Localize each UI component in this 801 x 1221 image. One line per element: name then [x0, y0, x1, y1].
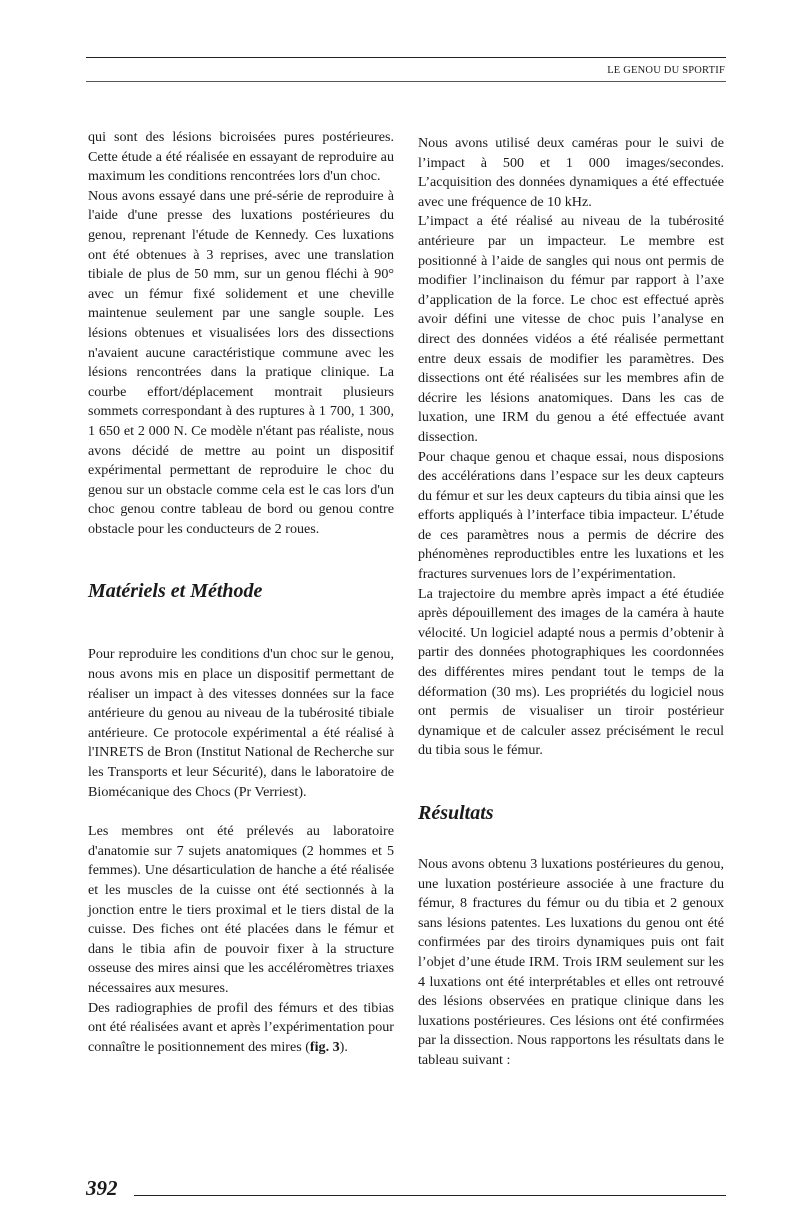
paragraph: La trajectoire du membre après impact a été étudiée après dépouillement des images de la caméra à haute vélocité. Un logiciel adapté nous a permis d’obtenir à partir des données photographiques les coordonnées des différentes mires pendant tout le temps de la déformation (30 ms). Les propriétés du logiciel nous ont permis de visualiser un tiroir postérieur dynamique et de calculer assez précisément le recul du tibia sous le fémur. [418, 585, 724, 759]
header-bottom-rule [86, 81, 726, 82]
section-heading-results: Résultats [418, 802, 494, 824]
section-heading-methods: Matériels et Méthode [88, 580, 263, 603]
footer-rule [134, 1195, 726, 1196]
paragraph: Les membres ont été prélevés au laboratoire d'anatomie sur 7 sujets anatomiques (2 hommes et 5 femmes). Une désarticulation de hanche a été réalisée et les muscles de la cuisse ont été sectionnés à la jonction entre le tiers proximal et le tiers distal de la cuisse. Des fiches ont été placées dans le fémur et dans le tibia afin de pouvoir fixer à la structure osseuse des mires ainsi que les accéléromètres triaxes nécessaires aux mesures. [88, 823, 394, 996]
header-top-rule [86, 57, 726, 58]
paragraph [88, 999, 394, 1058]
paragraph: Nous avons utilisé deux caméras pour le suivi de l’impact à 500 et 1 000 images/secondes. L’acquisition des données dynamiques a été effectuée avec une fréquence de 10 kHz. [418, 135, 724, 210]
running-head: LE GENOU DU SPORTIF [607, 65, 725, 76]
paragraph: Nous avons essayé dans une pré-série de reproduire à l'aide d'une presse des luxations postérieures du genou, reprenant l'étude de Kennedy. Ces luxations ont été obtenues à 3 reprises, avec une translation tibiale de plus de 50 mm, sur un genou fléchi à 90° avec un fémur fixé solidement et une cheville maintenue seulement par une sangle souple. Les lésions obtenues et visualisées lors des dissections n'avaient aucune caractéristique commune avec les lésions rencontrées dans la pratique clinique. La courbe effort/déplacement montrait plusieurs sommets correspondant à des ruptures à 1 700, 1 300, 1 650 et 2 000 N. Ce modèle n'étant pas réaliste, nous avons décidé de mettre au point un dispositif expérimental permettant de reproduire le choc du genou sur un obstacle comme cela est le cas lors d'un choc genou contre tableau de bord ou genou contre obstacle pour les conducteurs de 2 roues. [88, 187, 394, 537]
right-column [418, 128, 724, 1071]
figure-reference: fig. 3 [309, 1038, 340, 1055]
left-column [88, 128, 394, 1057]
paragraph: Pour chaque genou et chaque essai, nous disposions des accélérations dans l’espace sur les deux capteurs du fémur et sur les deux capteurs du tibia ainsi que les efforts appliqués à l’interface tibia impacteur. L’étude de ces paramètres nous a permis de décrire des phénomènes reproductibles entre les luxations et les fractures survenues lors de l’expérimentation. [418, 448, 724, 583]
paragraph-text: Des radiographies de profil des fémurs et des tibias ont été réalisées avant et après l’expérimentation pour connaître le positionnement des mires ( [88, 999, 394, 1055]
paragraph-text-end: ). [339, 1038, 348, 1055]
paragraph: Pour reproduire les conditions d'un choc sur le genou, nous avons mis en place un dispositif permettant de réaliser un impact à des vitesses données sur la face antérieure du genou au niveau de la tubérosité tibiale antérieure. Ce protocole expérimental a été réalisé à l'INRETS de Bron (Institut National de Recherche sur les Transports et leur Sécurité), dans le laboratoire de Biomécanique des Chocs (Pr Verriest). [88, 646, 394, 800]
page-number: 392 [86, 1176, 118, 1200]
paragraph: qui sont des lésions bicroisées pures postérieures. Cette étude a été réalisée en essayant de reproduire au maximum les conditions rencontrées lors d'un choc. [88, 129, 394, 185]
paragraph: Nous avons obtenu 3 luxations postérieures du genou, une luxation postérieure associée à une fracture du fémur, 8 fractures du fémur ou du tibia et 2 genoux sans lésions patentes. Les luxations du genou ont été confirmées par des tiroirs dynamiques puis ont fait l’objet d’une étude IRM. Trois IRM seulement sur les 4 luxations ont été interprétables et elles ont retrouvé des lésions observées en pratique clinique dans les luxations postérieures. Ces lésions ont été confirmées par la dissection. Nous rapportons les résultats dans le tableau suivant : [418, 856, 724, 1068]
paragraph: L’impact a été réalisé au niveau de la tubérosité antérieure par un impacteur. Le membre est positionné à l’aide de sangles qui nous ont permis de modifier l’inclinaison du fémur par rapport à l’axe d’application de la force. Le choc est effectué après avoir défini une vitesse de choc puis l’analyse en direct des données vidéos a été réalisée permettant entre deux essais de modifier les paramètres. Des dissections ont été réalisées sur les membres afin de décrire les lésions anatomiques. Dans les cas de luxation, une IRM du genou a été effectuée avant dissection. [418, 213, 724, 445]
